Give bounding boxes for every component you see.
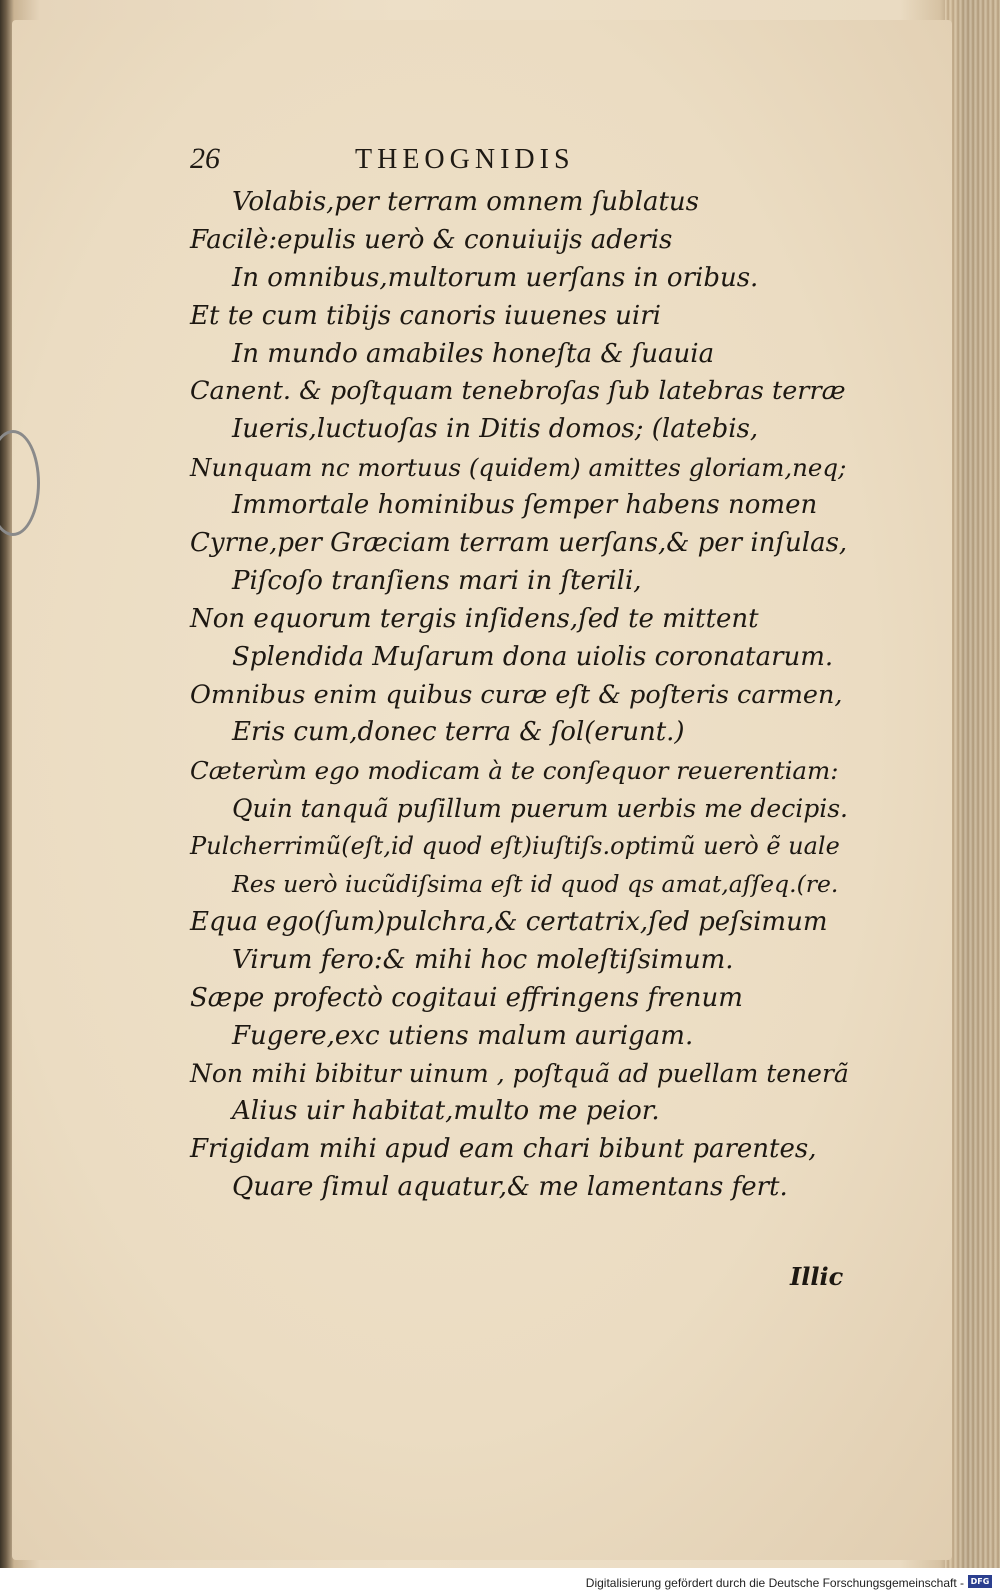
text-line: Virum fero:& mihi hoc moleſtiſsimum. <box>232 944 734 975</box>
text-line: Frigidam mihi apud eam chari bibunt parentes, <box>190 1134 817 1165</box>
text-line: In omnibus,multorum uerſans in oribus. <box>232 262 759 293</box>
text-line: Alius uir habitat,multo me peior. <box>232 1096 660 1127</box>
text-line: Iueris,luctuoſas in Ditis domos; (latebis, <box>232 414 759 445</box>
text-line: Piſcoſo tranſiens mari in ſterili, <box>232 565 642 596</box>
catchword: Illic <box>790 1262 844 1291</box>
footer-credit: Digitalisierung gefördert durch die Deutsche Forschungsgemeinschaft - <box>585 1576 964 1590</box>
facing-page-edge <box>945 0 1000 1568</box>
page-number: 26 <box>190 142 220 175</box>
digitization-footer <box>0 1568 1000 1595</box>
text-line: Sæpe profectò cogitaui effringens frenum <box>190 982 743 1013</box>
text-line: In mundo amabiles honeſta & ſuauia <box>232 338 715 369</box>
running-title: THEOGNIDIS <box>355 144 575 175</box>
text-line: Quare ſimul aquatur,& me lamentans fert. <box>232 1172 788 1203</box>
text-line: Non mihi bibitur uinum , poſtquã ad puellam tenerã <box>190 1059 849 1089</box>
dfg-logo-icon: DFG <box>968 1575 992 1588</box>
text-line: Immortale hominibus ſemper habens nomen <box>232 490 818 521</box>
text-line: Et te cum tibijs canoris iuuenes uiri <box>190 300 661 331</box>
text-line: Cæterùm ego modicam à te conſequor reuerentiam: <box>190 756 839 786</box>
verse-text <box>190 184 850 1207</box>
text-line: Splendida Muſarum dona uiolis coronatarum. <box>232 641 834 672</box>
text-line: Fugere,exc utiens malum aurigam. <box>232 1020 694 1051</box>
page-header <box>190 140 850 180</box>
text-line: Pulcherrimũ(eſt,id quod eſt)iuſtiſs.optimũ uerò ẽ uale <box>190 832 840 861</box>
text-line: Canent. & poſtquam tenebroſas ſub latebras terræ <box>190 376 846 407</box>
text-line: Eris cum,donec terra & ſol(erunt.) <box>232 717 685 748</box>
text-line: Non equorum tergis inſidens,ſed te mittent <box>190 603 759 634</box>
text-line: Equa ego(ſum)pulchra,& certatrix,ſed peſsimum <box>190 906 828 937</box>
text-line: Nunquam nc mortuus (quidem) amittes gloriam,neq; <box>190 453 847 483</box>
text-line: Omnibus enim quibus curæ eſt & poſteris carmen, <box>190 679 843 710</box>
text-line: Facilè:epulis uerò & conuiuijs aderis <box>190 224 673 255</box>
text-line: Res uerò iucũdiſsima eſt id quod qs amat,aſſeq.(re. <box>232 870 839 899</box>
text-line: Volabis,per terram omnem ſublatus <box>232 187 699 217</box>
text-line: Cyrne,per Græciam terram uerſans,& per inſulas, <box>190 528 848 559</box>
text-line: Quin tanquã puſillum puerum uerbis me decipis. <box>232 794 848 824</box>
